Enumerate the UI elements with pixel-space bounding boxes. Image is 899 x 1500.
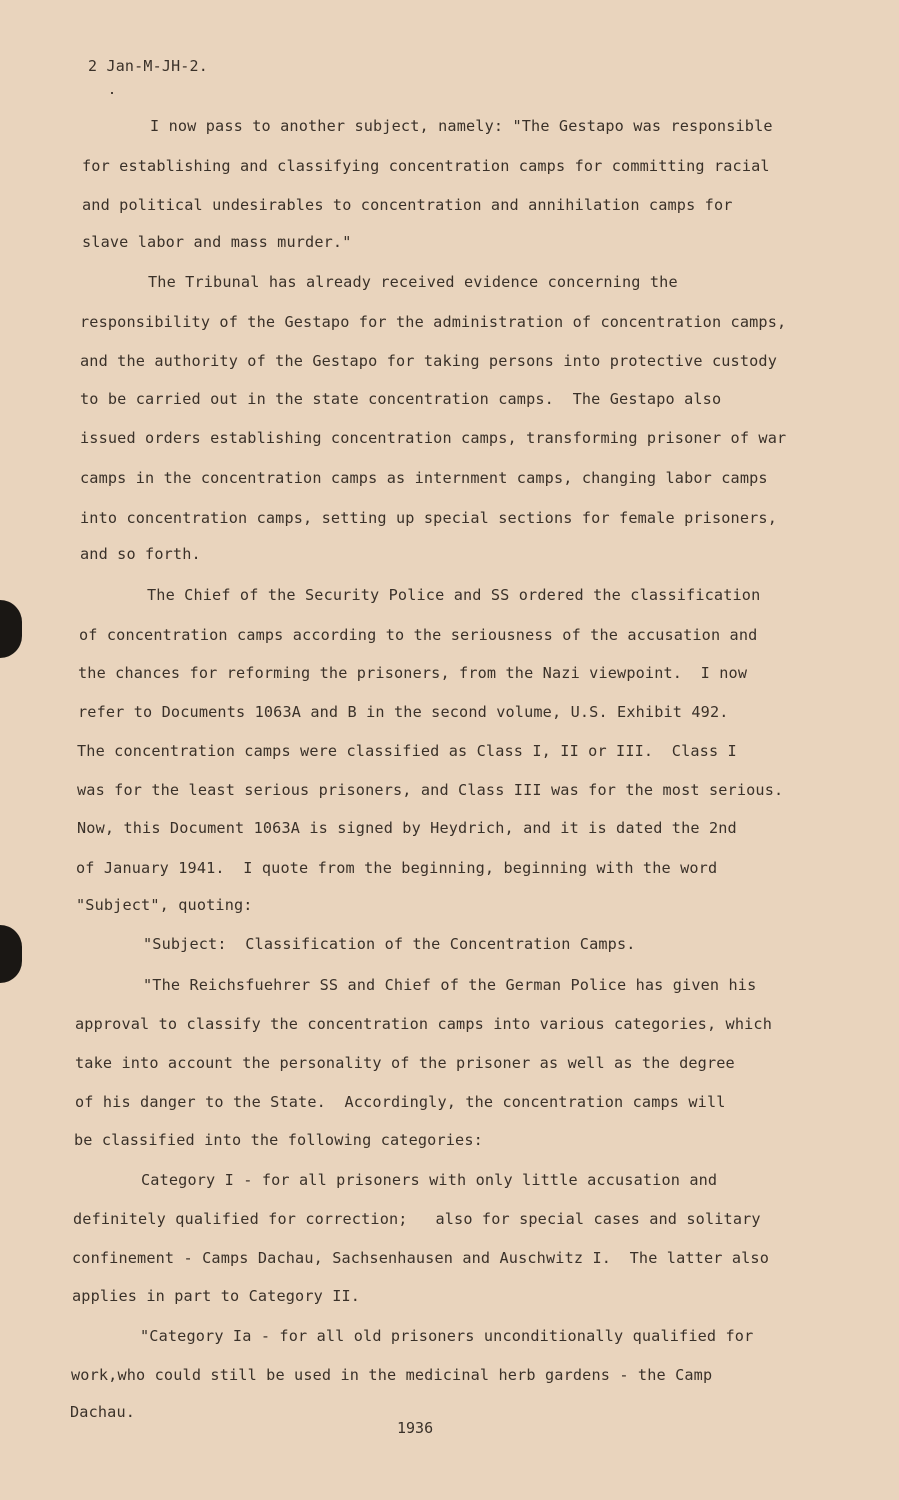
text-line: The Tribunal has already received evidence concerning the bbox=[148, 273, 678, 291]
quoted-text-line: Dachau. bbox=[70, 1403, 136, 1421]
text-line: Now, this Document 1063A is signed by Heydrich, and it is dated the 2nd bbox=[77, 819, 737, 837]
text-line: into concentration camps, setting up special sections for female prisoners, bbox=[80, 509, 778, 527]
text-line: responsibility of the Gestapo for the administration of concentration camps, bbox=[80, 313, 787, 331]
stray-mark bbox=[111, 92, 113, 94]
text-line: refer to Documents 1063A and B in the second volume, U.S. Exhibit 492. bbox=[78, 703, 729, 721]
page-number: 1936 bbox=[397, 1419, 434, 1437]
quoted-text-line: definitely qualified for correction; also for special cases and solitary bbox=[73, 1210, 761, 1228]
text-line: The Chief of the Security Police and SS ordered the classification bbox=[147, 586, 761, 604]
text-line: for establishing and classifying concentration camps for committing racial bbox=[82, 157, 770, 175]
quoted-text-line: Category I - for all prisoners with only little accusation and bbox=[141, 1171, 718, 1189]
quoted-text-line: take into account the personality of the prisoner as well as the degree bbox=[75, 1054, 735, 1072]
quoted-text-line: applies in part to Category II. bbox=[72, 1287, 361, 1305]
text-line: slave labor and mass murder." bbox=[82, 233, 352, 251]
quoted-text-line: "Category Ia - for all old prisoners unconditionally qualified for bbox=[140, 1327, 754, 1345]
quoted-text-line: "Subject: Classification of the Concentration Camps. bbox=[143, 935, 636, 953]
text-line: and so forth. bbox=[80, 545, 201, 563]
text-line: The concentration camps were classified as Class I, II or III. Class I bbox=[77, 742, 737, 760]
text-line: I now pass to another subject, namely: "The Gestapo was responsible bbox=[150, 117, 773, 135]
text-line: of concentration camps according to the seriousness of the accusation and bbox=[79, 626, 758, 644]
text-line: and political undesirables to concentration and annihilation camps for bbox=[82, 196, 733, 214]
text-line: "Subject", quoting: bbox=[76, 896, 253, 914]
text-line: camps in the concentration camps as internment camps, changing labor camps bbox=[80, 469, 768, 487]
text-line: to be carried out in the state concentration camps. The Gestapo also bbox=[80, 390, 722, 408]
text-line: of January 1941. I quote from the beginning, beginning with the word bbox=[76, 859, 718, 877]
quoted-text-line: approval to classify the concentration camps into various categories, which bbox=[75, 1015, 773, 1033]
text-line: issued orders establishing concentration camps, transforming prisoner of war bbox=[80, 429, 787, 447]
binder-punch-hole-bottom bbox=[0, 925, 22, 983]
document-reference: 2 Jan-M-JH-2. bbox=[88, 57, 208, 75]
text-line: was for the least serious prisoners, and Class III was for the most serious. bbox=[77, 781, 784, 799]
quoted-text-line: confinement - Camps Dachau, Sachsenhausen and Auschwitz I. The latter also bbox=[72, 1249, 770, 1267]
quoted-text-line: "The Reichsfuehrer SS and Chief of the German Police has given his bbox=[143, 976, 757, 994]
text-line: and the authority of the Gestapo for taking persons into protective custody bbox=[80, 352, 778, 370]
quoted-text-line: work,who could still be used in the medicinal herb gardens - the Camp bbox=[71, 1366, 713, 1384]
binder-punch-hole-top bbox=[0, 600, 22, 658]
quoted-text-line: of his danger to the State. Accordingly, the concentration camps will bbox=[75, 1093, 726, 1111]
text-line: the chances for reforming the prisoners, from the Nazi viewpoint. I now bbox=[78, 664, 748, 682]
quoted-text-line: be classified into the following categories: bbox=[74, 1131, 483, 1149]
